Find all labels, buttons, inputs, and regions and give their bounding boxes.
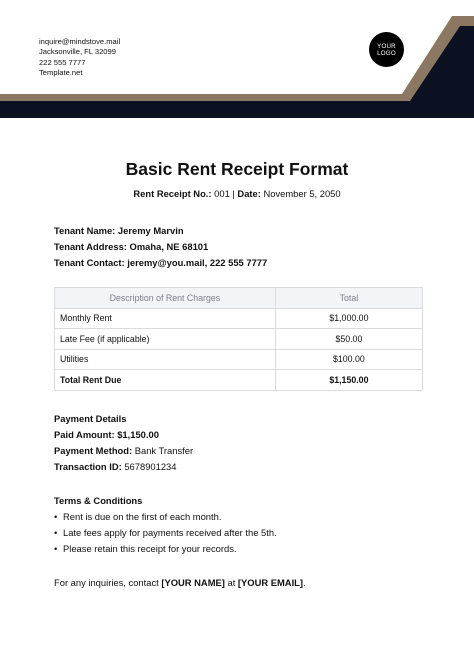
tenant-contact-label: Tenant Contact: bbox=[54, 257, 125, 269]
list-item bbox=[54, 525, 277, 541]
paid-amount-value: $1,150.00 bbox=[114, 429, 159, 441]
table-header-row bbox=[55, 288, 423, 309]
tenant-contact-value: jeremy@you.mail, 222 555 7777 bbox=[124, 257, 268, 269]
total-amount: $1,150.00 bbox=[275, 370, 422, 391]
charge-description: Monthly Rent bbox=[55, 308, 276, 329]
inquiry-name: [YOUR NAME] bbox=[161, 577, 225, 588]
transaction-id-value: 5678901234 bbox=[121, 461, 177, 473]
receipt-date-value: November 5, 2050 bbox=[260, 188, 341, 199]
payment-method-value: Bank Transfer bbox=[132, 445, 194, 457]
bullet-icon: • bbox=[54, 543, 58, 555]
list-item bbox=[54, 541, 277, 557]
total-label: Total Rent Due bbox=[55, 370, 276, 391]
table-row bbox=[55, 308, 423, 329]
inquiry-prefix: For any inquiries, contact bbox=[54, 577, 162, 588]
logo-line-1: YOUR bbox=[377, 42, 396, 50]
company-website: Template.net bbox=[39, 68, 83, 78]
tenant-address-value: Omaha, NE 68101 bbox=[126, 241, 209, 253]
tenant-address bbox=[54, 239, 267, 255]
charge-description: Late Fee (if applicable) bbox=[55, 329, 276, 350]
tenant-name-label: Tenant Name: bbox=[54, 225, 116, 236]
payment-heading: Payment Details bbox=[54, 413, 127, 424]
receipt-no-value: 001 bbox=[211, 188, 233, 199]
tenant-name-value: Jeremy Marvin bbox=[115, 225, 184, 236]
receipt-no-label: Rent Receipt No.: bbox=[133, 188, 212, 199]
charge-description: Utilities bbox=[55, 349, 276, 370]
document-title: Basic Rent Receipt Format bbox=[125, 159, 349, 179]
table-row bbox=[55, 349, 423, 370]
tenant-address-label: Tenant Address: bbox=[54, 241, 127, 253]
tenant-contact bbox=[54, 255, 267, 271]
column-header-total: Total bbox=[275, 288, 422, 309]
term-text: Please retain this receipt for your records. bbox=[63, 543, 237, 555]
company-phone: 222 555 7777 bbox=[39, 57, 86, 67]
payment-method-label: Payment Method: bbox=[54, 445, 133, 457]
company-logo bbox=[369, 32, 404, 67]
header-banner bbox=[0, 0, 474, 118]
payment-method bbox=[54, 443, 193, 459]
charges-table bbox=[54, 287, 423, 391]
receipt-separator: | bbox=[232, 188, 235, 199]
receipt-date-label: Date: bbox=[234, 188, 261, 199]
receipt-meta bbox=[0, 188, 474, 199]
tenant-name bbox=[54, 223, 267, 239]
payment-details bbox=[54, 411, 193, 475]
inquiry-suffix: . bbox=[303, 577, 306, 588]
term-text: Rent is due on the first of each month. bbox=[63, 511, 222, 523]
terms-heading: Terms & Conditions bbox=[54, 495, 143, 506]
total-row bbox=[55, 370, 423, 391]
inquiry-middle: at bbox=[224, 577, 238, 588]
charge-total: $100.00 bbox=[275, 349, 422, 370]
paid-amount bbox=[54, 427, 193, 443]
table-row bbox=[55, 329, 423, 350]
inquiry-note bbox=[54, 577, 306, 588]
column-header-description: Description of Rent Charges bbox=[55, 288, 276, 309]
transaction-id bbox=[54, 459, 193, 475]
company-address: Jacksonville, FL 32099 bbox=[39, 47, 116, 57]
logo-line-2: LOGO bbox=[377, 49, 396, 57]
list-item bbox=[54, 509, 277, 525]
bullet-icon: • bbox=[54, 527, 58, 539]
company-email: inquire@mindstove.mail bbox=[39, 37, 121, 46]
bullet-icon: • bbox=[54, 511, 58, 523]
charge-total: $50.00 bbox=[275, 329, 422, 350]
terms-list bbox=[54, 509, 277, 557]
tenant-info bbox=[54, 223, 267, 272]
terms-section bbox=[54, 493, 277, 557]
paid-amount-label: Paid Amount: bbox=[54, 429, 115, 441]
transaction-id-label: Transaction ID: bbox=[54, 461, 122, 473]
inquiry-email: [YOUR EMAIL] bbox=[237, 577, 304, 588]
charge-total: $1,000.00 bbox=[275, 308, 422, 329]
term-text: Late fees apply for payments received after the 5th. bbox=[63, 527, 277, 539]
company-contact bbox=[39, 37, 120, 79]
